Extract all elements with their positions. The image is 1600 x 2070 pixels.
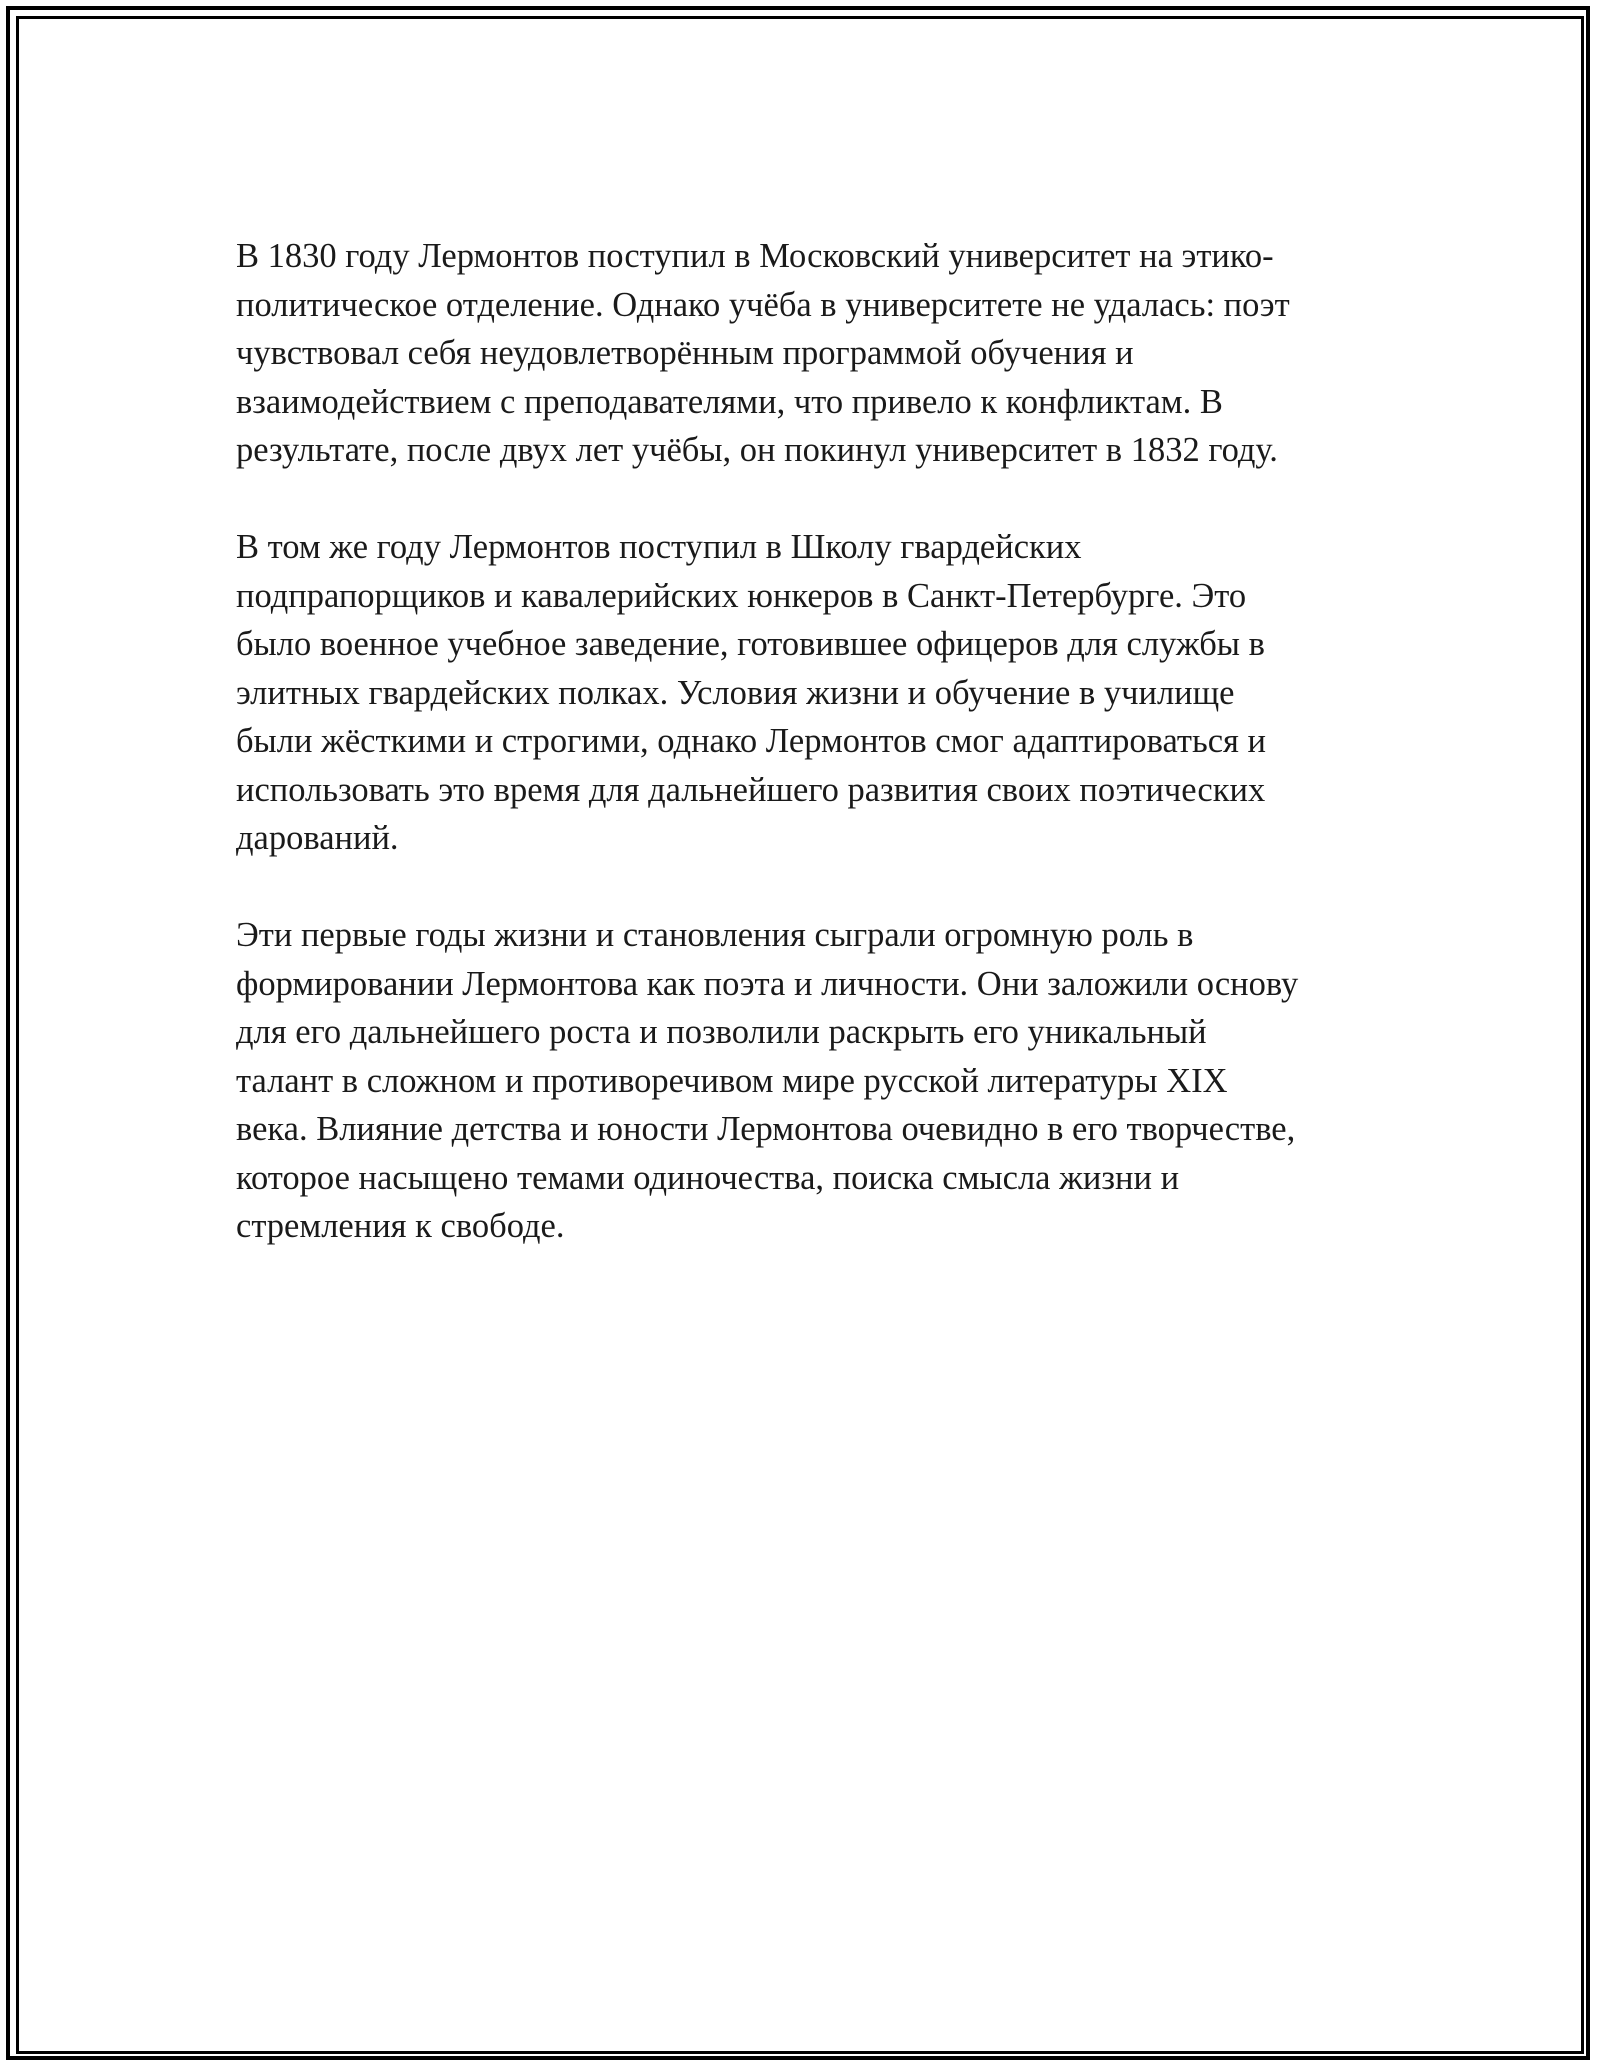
paragraph-line: талант в сложном и противоречивом мире русской литературы XIX xyxy=(236,1061,1228,1100)
paragraph-line: подпрапорщиков и кавалерийских юнкеров в Санкт-Петербурге. Это xyxy=(236,576,1247,615)
paragraph-line: результате, после двух лет учёбы, он покинул университет в 1832 году. xyxy=(236,431,1278,469)
paragraph-line: В 1830 году Лермонтов поступил в Московский университет на этико- xyxy=(236,237,1274,275)
paragraph-line: для его дальнейшего роста и позволили раскрыть его уникальный xyxy=(236,1013,1207,1051)
paragraph-line: Эти первые годы жизни и становления сыграли огромную роль в xyxy=(236,916,1194,954)
paragraph-line: которое насыщено темами одиночества, поиска смысла жизни и xyxy=(236,1158,1180,1197)
paragraph-2 xyxy=(236,523,1386,863)
paragraph-line: века. Влияние детства и юности Лермонтова очевидно в его творчестве, xyxy=(236,1110,1296,1148)
paragraph-1 xyxy=(236,232,1386,475)
paragraph-line: стремления к свободе. xyxy=(236,1207,565,1245)
paragraph-line: использовать это время для дальнейшего развития своих поэтических xyxy=(236,770,1266,809)
paragraph-3 xyxy=(236,911,1386,1251)
paragraph-line: формировании Лермонтова как поэта и личности. Они заложили основу xyxy=(236,964,1299,1003)
paragraph-line: чувствовал себя неудовлетворённым программой обучения и xyxy=(236,334,1134,372)
paragraph-line: политическое отделение. Однако учёба в университете не удалась: поэт xyxy=(236,285,1290,324)
paragraph-line: взаимодействием с преподавателями, что привело к конфликтам. В xyxy=(236,382,1223,421)
document-body xyxy=(236,232,1386,1299)
paragraph-line: дарований. xyxy=(236,819,399,857)
paragraph-line: было военное учебное заведение, готовившее офицеров для службы в xyxy=(236,625,1265,663)
paragraph-line: были жёсткими и строгими, однако Лермонтов смог адаптироваться и xyxy=(236,722,1267,760)
paragraph-line: В том же году Лермонтов поступил в Школу гвардейских xyxy=(236,528,1082,566)
paragraph-line: элитных гвардейских полках. Условия жизни и обучение в училище xyxy=(236,673,1235,712)
